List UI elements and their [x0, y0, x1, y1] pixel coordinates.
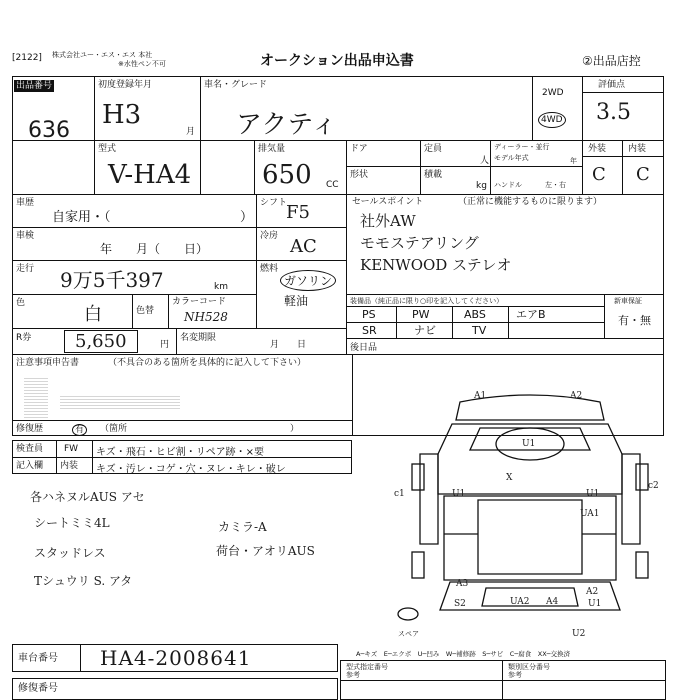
color-label: 色	[16, 298, 26, 308]
usage-value: 自家用・（	[52, 210, 111, 225]
displacement-label: 排気量	[258, 144, 286, 154]
mark-a2-front: A2	[570, 391, 583, 401]
class-note: 参考	[508, 671, 522, 679]
mark-a2-rear: A2	[586, 587, 599, 597]
spare-label: スペア	[398, 630, 419, 638]
sales-points-label: セールスポイント	[352, 197, 424, 207]
mark-c1: c1	[394, 489, 405, 499]
inspection-label: 車検	[16, 231, 35, 241]
mark-u1-hood: U1	[522, 439, 536, 449]
equip-tv: TV	[472, 324, 487, 337]
first-reg-era: H3	[102, 100, 142, 130]
model-year-unit: 年	[570, 157, 577, 165]
ext-label: 外装	[588, 144, 607, 154]
meigi-value: 月 日	[270, 340, 307, 350]
color-change-label: 色替	[136, 306, 155, 316]
displacement-value: 650	[262, 160, 312, 190]
hand-note-3: スタッドレス	[34, 546, 106, 560]
color-value: 白	[84, 304, 102, 325]
repair-value: 有	[72, 424, 87, 436]
company-name: 株式会社ユー・エス・エス 本社	[52, 51, 153, 59]
inspector-row1: キズ・飛石・ヒビ割・リペア跡・×要	[96, 447, 264, 458]
sales-points-note: （正常に機能するものに限ります）	[458, 197, 603, 207]
notes-note: （不具合のある箇所を具体的に記入して下さい）	[108, 358, 307, 368]
model-name-value: アクティ	[236, 110, 338, 140]
usage-label: 車歴	[16, 198, 35, 208]
capacity-unit: 人	[480, 156, 490, 166]
capacity-label: 定員	[424, 144, 443, 154]
mark-ua1: UA1	[580, 509, 600, 519]
class-label: 類別区分番号	[508, 663, 550, 671]
inspector-row2: キズ・汚レ・コゲ・穴・ヌレ・キレ・破レ	[96, 464, 286, 475]
grade-label: 評価点	[598, 80, 626, 90]
fuel-label: 燃料	[260, 264, 279, 274]
mark-a4: A4	[546, 597, 559, 607]
hand-note-1: 各ハネヌルAUS アセ	[30, 490, 145, 504]
handle-options: 左・右	[545, 181, 566, 189]
ac-label: 冷房	[260, 231, 279, 241]
shape-label: 形状	[350, 170, 369, 180]
inspector-fill-label: 記入欄	[16, 461, 44, 471]
mark-u1-right: U1	[586, 489, 600, 499]
hand-note-4: Tシュウリ S. アタ	[34, 574, 133, 588]
meigi-label: 名変期限	[180, 333, 217, 343]
inspector-label: 検査員	[16, 444, 44, 454]
shift-value: F5	[286, 202, 310, 223]
hand-note-6: 荷台・アオリAUS	[216, 544, 315, 558]
displacement-unit: CC	[326, 180, 339, 190]
form-title: オークション出品申込書	[260, 53, 414, 69]
notes-smudge	[24, 378, 48, 418]
mark-u2: U2	[572, 629, 586, 639]
mileage-label: 走行	[16, 264, 35, 274]
chassis-label: 車台番号	[18, 653, 58, 664]
int-grade: C	[636, 164, 650, 185]
warranty-value: 有・無	[618, 314, 651, 327]
drive-2wd: 2WD	[542, 88, 564, 98]
store-copy-label: ②出品店控	[582, 54, 641, 68]
load-unit: kg	[476, 181, 487, 191]
lot-label: 出品番号	[16, 81, 53, 91]
hand-note-5: カミラ-A	[218, 520, 267, 534]
company-note: ※水性ペン不可	[118, 60, 166, 68]
chassis-value: HA4-2008641	[100, 646, 252, 670]
hand-note-2: シートミミ4L	[34, 516, 110, 530]
mark-a3: A3	[456, 579, 469, 589]
repair-label: 修復歴	[16, 424, 44, 434]
load-label: 積載	[424, 170, 443, 180]
model-spec-note: 参考	[346, 671, 360, 679]
int-label: 内装	[628, 144, 647, 154]
sales-point-2: モモステアリング	[360, 234, 479, 252]
recycle-label: R券	[16, 333, 32, 343]
form-number: [2122]	[12, 53, 42, 63]
equipment-label: 装備品（純正品に限り○印を記入してください）	[350, 297, 504, 305]
fuel-diesel: 軽油	[284, 294, 309, 308]
equip-pw: PW	[412, 308, 430, 321]
equip-sr: SR	[362, 324, 377, 337]
usage-close: ）	[240, 210, 254, 225]
mark-ua2: UA2	[510, 597, 530, 607]
damage-legend: A─キズ E─エクボ U─凹み W─補修跡 S─サビ C─腐食 XX─交換済	[356, 650, 571, 658]
notes-label: 注意事項申告書	[16, 358, 80, 368]
color-code-value: NH528	[184, 310, 228, 324]
equip-navi: ナビ	[414, 324, 436, 337]
fuel-gasoline-circled: ガソリン	[280, 270, 336, 291]
inspector-row2-tag: 内装	[60, 461, 79, 471]
after-goods-label: 後日品	[350, 343, 378, 353]
recycle-unit: 円	[160, 340, 170, 350]
door-label: ドア	[350, 144, 368, 154]
ext-grade: C	[592, 164, 606, 185]
model-code-value: V-HA4	[108, 160, 192, 190]
repair-part: （箇所	[100, 424, 128, 434]
bottom-left-label: 修復番号	[18, 683, 58, 694]
mark-a1: A1	[474, 391, 487, 401]
mark-u1-rear: U1	[588, 599, 602, 609]
equip-ps: PS	[362, 308, 376, 321]
dealer-label: ディーラー・並行	[494, 143, 550, 151]
handle-label: ハンドル	[494, 181, 522, 189]
mark-s2: S2	[454, 599, 466, 609]
mark-u1-left: U1	[452, 489, 466, 499]
sales-point-3: KENWOOD ステレオ	[360, 256, 512, 274]
lot-number: 636	[28, 118, 70, 143]
mark-c2: c2	[648, 481, 659, 491]
drive-4wd-circled: 4WD	[538, 112, 566, 128]
color-code-label: カラーコード	[172, 297, 227, 307]
equip-abs: ABS	[464, 308, 486, 321]
mark-x: X	[506, 473, 513, 483]
model-spec-label: 型式指定番号	[346, 663, 388, 671]
vehicle-damage-diagram	[390, 384, 670, 646]
notes-smudge-2	[60, 395, 180, 409]
recycle-value: 5,650	[64, 330, 138, 353]
first-reg-label: 初度登録年月	[98, 80, 153, 90]
mileage-value: 9万5千397	[60, 268, 164, 292]
repair-close: ）	[290, 424, 300, 434]
warranty-label: 新車保証	[614, 297, 642, 305]
ac-value: AC	[290, 236, 317, 257]
first-reg-month-unit: 月	[186, 127, 196, 137]
inspector-row1-tag: FW	[64, 444, 79, 454]
grade-value: 3.5	[596, 100, 631, 125]
model-code-label: 型式	[98, 144, 117, 154]
model-name-label: 車名・グレード	[204, 80, 268, 90]
mileage-unit: km	[214, 282, 228, 292]
model-year-label: モデル年式	[494, 154, 529, 162]
equip-airbag: エアB	[516, 308, 546, 321]
sales-point-1: 社外AW	[360, 212, 416, 230]
inspection-value: 年 月（ 日）	[100, 242, 209, 256]
shift-label: シフト	[260, 198, 288, 208]
